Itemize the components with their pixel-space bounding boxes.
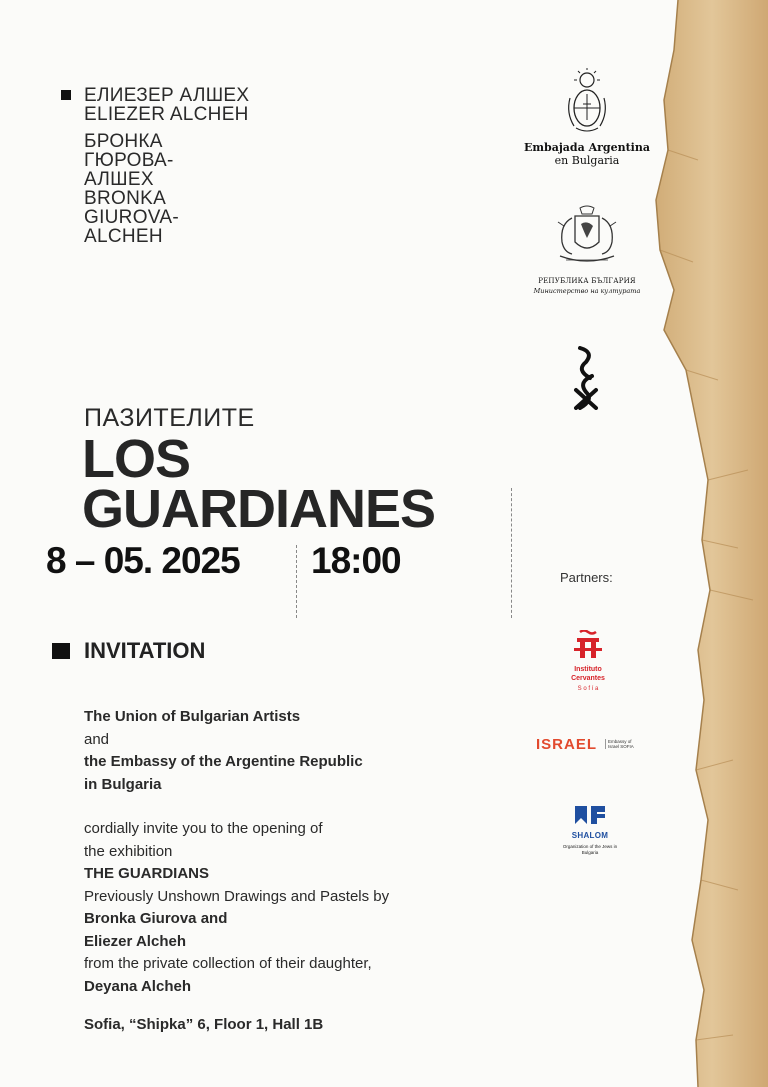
exhibition-title: THE GUARDIANS	[84, 865, 210, 882]
invitation-heading: INVITATION	[84, 638, 206, 663]
connector-line: and	[84, 730, 110, 748]
argentina-crest-icon	[564, 68, 610, 134]
venue-line: Sofia, “Shipka” 6, Floor 1, Hall 1B	[84, 1016, 324, 1033]
torn-paper-decoration	[638, 0, 768, 1087]
shalom-logo	[558, 804, 622, 856]
israel-embassy-logo	[536, 736, 636, 756]
bullet-square	[61, 90, 71, 100]
bulgaria-ministry-logo	[522, 204, 652, 295]
invite-line: the exhibition	[84, 842, 173, 860]
artist-name-en: BRONKA	[84, 188, 167, 209]
artist-line: Bronka Giurova and	[84, 910, 228, 927]
artist-name-bg: ГЮРОВА-	[84, 150, 174, 171]
bullet-square	[52, 643, 70, 659]
argentina-caption: Embajada Argentina	[523, 141, 650, 154]
bulgaria-caption: Министерство на културата	[533, 287, 641, 295]
israel-wordmark: ISRAEL	[536, 736, 598, 753]
artists-block	[84, 86, 284, 246]
artist-line: Eliezer Alcheh	[84, 932, 186, 950]
cervantes-caption: S o f í a	[577, 686, 599, 692]
artist-name-en: GIUROVA-	[84, 207, 179, 228]
shalom-wordmark: SHALOM	[571, 831, 609, 840]
cervantes-emblem-icon	[568, 630, 608, 660]
host-line: the Embassy of the Argentine Republic	[84, 753, 363, 770]
artist-name-bg: БРОНКА	[84, 131, 163, 152]
event-date: 8 – 05. 2025	[46, 540, 240, 581]
cervantes-caption: Instituto	[574, 666, 602, 673]
bulgaria-coat-of-arms-icon	[550, 204, 624, 268]
collection-line: from the private collection of their daughter,	[84, 955, 372, 972]
shalom-emblem-icon	[573, 804, 607, 826]
cervantes-caption: Cervantes	[571, 675, 605, 682]
argentina-embassy-logo	[522, 68, 652, 167]
event-time: 18:00	[311, 540, 401, 581]
divider-line	[511, 488, 512, 618]
union-artists-logo-icon	[572, 346, 600, 410]
daughter-name: Deyana Alcheh	[84, 977, 191, 995]
argentina-caption: en Bulgaria	[554, 154, 620, 167]
title-bulgarian: ПАЗИТЕЛИТЕ	[84, 404, 255, 432]
israel-caption: Embassy of Israel SOFIA	[605, 739, 639, 749]
artist-name-bg: ЕЛИЕЗЕР АЛШЕХ	[84, 85, 250, 106]
artist-name-bg: АЛШЕХ	[84, 169, 154, 190]
artist-name-en: ELIEZER ALCHEH	[84, 104, 249, 125]
title-spanish-line: GUARDIANES	[82, 479, 436, 539]
cervantes-logo	[553, 630, 623, 692]
partners-label: Partners:	[560, 570, 613, 585]
bulgaria-caption: РЕПУБЛИКА БЪЛГАРИЯ	[538, 277, 636, 285]
title-spanish-line: LOS	[82, 429, 191, 489]
invitation-text	[84, 706, 504, 1037]
divider-line	[296, 545, 297, 618]
title-spanish	[82, 429, 436, 539]
artist-name-en: ALCHEH	[84, 226, 163, 247]
host-line: in Bulgaria	[84, 775, 162, 793]
exhibition-subtitle: Previously Unshown Drawings and Pastels by	[84, 887, 390, 905]
invite-line: cordially invite you to the opening of	[84, 820, 323, 837]
shalom-caption: Organization of the Jews in Bulgaria	[562, 844, 618, 855]
host-line: The Union of Bulgarian Artists	[84, 708, 301, 725]
